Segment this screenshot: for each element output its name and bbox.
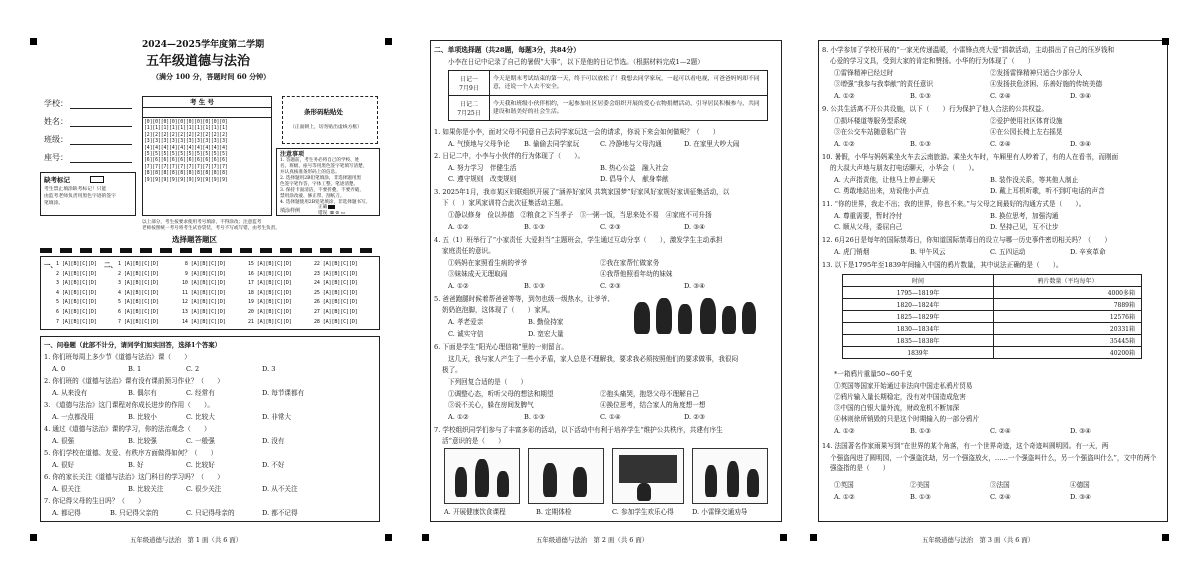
fill-wrong-label: 错误 [318, 211, 328, 216]
activity-picture-d [692, 448, 768, 504]
table-header: 鸦片数量（平均每年） [994, 275, 1142, 287]
option[interactable]: C. ②④ [990, 493, 1011, 501]
absent-mark-box-input[interactable] [90, 176, 104, 183]
grid-divider [142, 117, 272, 118]
question-item: ④我帮他照看年幼的妹妹 [600, 270, 673, 278]
part1-mark: 一、 [44, 261, 57, 269]
table-cell: 20331箱 [994, 323, 1142, 335]
note-line: 1. 答题前，考生务必将自己的学校、姓 [280, 158, 360, 163]
question-item: ③说不关心，躲在房间发脾气 [448, 401, 534, 409]
option[interactable]: A. 从来没有 [52, 389, 88, 397]
note-line: 色签字笔作答，字体工整、笔迹清楚。 [280, 182, 359, 187]
question-text: 心爱的学习文具，受到大家的肯定和赞扬。小华的行为体现了（ ） [830, 57, 1035, 65]
option[interactable]: D. ③④ [1070, 493, 1092, 501]
question-item: ③在公交车站随意粘广告 [834, 128, 907, 136]
question-item: ①妈妈在家照看生病的爷爷 [448, 259, 528, 267]
option[interactable]: D. ②③ [684, 413, 706, 421]
question-items: ①静以修身 俭以养德 ②粮食之下当孝子 ③一粥一饭，当思来处不易 ④家庭不可升扬 [448, 211, 712, 219]
question-text: 5. 你们学校在道德、友爱、有秩序方面做得如何？（ ） [44, 449, 218, 457]
option[interactable]: D. 每节课都有 [262, 389, 305, 397]
option[interactable]: B. ①③ [910, 140, 931, 148]
letter-text: 极了。 [442, 366, 462, 374]
diary-date: 日记二 7月25日 [449, 96, 490, 121]
absent-mark-label: 缺考标记 [44, 176, 70, 184]
option[interactable]: B. ①③ [910, 493, 931, 501]
option[interactable]: D. ③④ [1070, 427, 1092, 435]
absent-note-line: 笔填涂。 [44, 201, 64, 206]
grid-divider [142, 107, 272, 108]
family-illustration [630, 294, 760, 340]
option[interactable]: C. 很少关注 [186, 485, 222, 493]
question-text: 2. 日记二中，小李与小伙伴的行为体现了（ ）。 [434, 152, 585, 160]
table-cell: 4000多箱 [994, 287, 1142, 299]
option[interactable]: C. ②③ [600, 282, 621, 290]
diary-table [448, 70, 768, 121]
option[interactable]: B. ①③ [524, 223, 545, 231]
option[interactable]: A. ①② [834, 493, 855, 501]
option[interactable]: A. ①② [448, 282, 469, 290]
option[interactable]: A. 孝老爱亲 [448, 318, 484, 326]
note-line: 名、班级、座号等用黑色签字笔填写清楚， [280, 164, 368, 169]
question-text: 4. 五（1）班举行了“小家责任 大爱担当”主题班会，学生通过互动分享（ ），激发学生主动承担 [434, 236, 723, 244]
grid-bottom-note: 以上部分，考生按要求使用考号填涂，不得涂改；注意监考 [142, 220, 262, 225]
question-item: ②发扬雷锋精神只适合少部分人 [990, 69, 1083, 77]
question-text: 6. 你的家长关注《道德与法治》这门科目的学习吗？（ ） [44, 473, 224, 481]
question-item: ③增强“我参与我奉献”的责任意识 [834, 80, 934, 88]
corner-mark [385, 38, 392, 45]
question-item: ②我在家帮忙做家务 [600, 259, 660, 267]
option[interactable]: B. ①③ [524, 413, 545, 421]
option[interactable]: B. 偶尔有 [128, 389, 157, 397]
part2-bubbles-col3[interactable]: 15 [A][B][C][D] 16 [A][B][C][D] 17 [A][B][C][D] 18 [A][B][C][D] 19 [A][B][C][D] 20 [A][B][C][D] 21 [A][B][C][D] [248, 261, 292, 325]
question-page-3 [800, 0, 1200, 561]
option[interactable]: A. ①② [834, 140, 855, 148]
table-cell: 1820—1824年 [843, 299, 994, 311]
corner-mark [1162, 38, 1169, 45]
option[interactable]: D. 小雷锋交通劝导 [692, 508, 748, 516]
question-item: ①雷锋精神已经过时 [834, 69, 894, 77]
corner-mark [422, 534, 429, 541]
option[interactable]: B. ①③ [910, 92, 931, 100]
option[interactable]: B. 装作没关系，等其他人制止 [990, 176, 1079, 184]
option[interactable]: C. 经常有 [186, 389, 215, 397]
option[interactable]: A. ①② [448, 223, 469, 231]
option[interactable]: A. 很好 [52, 461, 75, 469]
option[interactable]: A. ①② [834, 427, 855, 435]
option[interactable]: C. 参加学生欢乐心得 [612, 508, 674, 516]
page-footer: 五年级道德与法治 第 3 面（共 6 面） [922, 536, 1035, 544]
note-line: 禁用涂改液、修正带、刮纸刀。 [280, 194, 345, 199]
option[interactable]: D. 都不记得 [262, 509, 298, 517]
question-item: ③妹妹成天无理取闹 [448, 270, 508, 278]
option[interactable]: B. 只记得父亲的 [110, 509, 159, 517]
section-intro: 小李在日记中记录了自己的暑假“大事”，以下是他的日记节选。（根据材料完成1—2题） [448, 58, 704, 66]
question-item: ②鸦片输入量长期稳定，没有对中国造成危害 [834, 393, 966, 401]
answer-sheet-page-1 [0, 0, 410, 561]
table-cell: 40200箱 [994, 347, 1142, 359]
table-cell: 12576箱 [994, 311, 1142, 323]
option[interactable]: C. 比较好 [186, 461, 215, 469]
part1-title: 一、问卷题（此部不计分，请同学们如实回答，选择1个答案） [44, 341, 221, 349]
option[interactable]: D. 宽宏大量 [528, 330, 564, 338]
opium-table [842, 274, 1142, 359]
part1-bubbles[interactable]: 1 [A][B][C][D] 2 [A][B][C][D] 3 [A][B][C][D] 4 [A][B][C][D] 5 [A][B][C][D] 6 [A][B][C][D] 7 [A][B][C][D] [56, 261, 97, 325]
option[interactable]: D. ③④ [684, 223, 706, 231]
option[interactable]: C. 2 [186, 365, 200, 373]
option[interactable]: A. 0 [52, 365, 66, 373]
barcode-area [282, 96, 378, 144]
question-item: ④在公园长椅上左右摇晃 [990, 128, 1063, 136]
question-text: 9. 公共生活离不开公共设施，以下（ ）行为保护了他人合法的公共权益。 [822, 105, 1048, 113]
question-text: 5. 爸爸跑腿时候着帮爸爸等等，到勿也级一级热水，让爷爷、 [434, 295, 614, 303]
activity-picture-b [528, 448, 604, 504]
note-line: 2. 选择题用2B铅笔填涂，非选择题用黑 [280, 176, 362, 181]
school-field[interactable] [70, 108, 132, 109]
option[interactable]: D. 从不关注 [262, 485, 298, 493]
seat-label: 座号： [44, 153, 68, 162]
option[interactable]: C. 只记得母亲的 [186, 509, 235, 517]
option[interactable]: D. 非常大 [262, 413, 292, 421]
diary-text: 今天是期末考试结束的第一天，终于可以放松了！我想去同学家玩，一起可以看电视，可爸爸妈妈却不同意，还说一个人去不安全。 [490, 71, 768, 96]
option[interactable]: B. 偷偷去同学家玩 [524, 140, 580, 148]
exam-title-line1: 2024—2025学年度第二学期 [142, 40, 265, 50]
option[interactable]: C. 诚实守信 [448, 330, 484, 338]
option[interactable]: A. 开展健康饮食课程 [444, 508, 506, 516]
question-text: 6. 下面是学生“阳光心理信箱”里的一则留言。 [434, 343, 568, 351]
option[interactable]: D. 坚持己见，互不让步 [990, 223, 1059, 231]
table-note: *一箱鸦片重量50~60千克 [834, 370, 913, 378]
table-cell: 7889箱 [994, 299, 1142, 311]
fill-wrong-marks: ⊠ ⊘ ▭ [330, 211, 345, 216]
option[interactable]: C. 冷静地与父母沟通 [600, 140, 662, 148]
part2-bubbles-col2[interactable]: 8 [A][B][C][D] 9 [A][B][C][D] 10 [A][B][C][D] 11 [A][B][C][D] 12 [A][B][C][D] 13 [A][B][C][D] 14 [A][B][C][D] [182, 261, 226, 325]
option[interactable]: A. 一点都没用 [52, 413, 94, 421]
option[interactable]: B. 勤俭持家 [528, 318, 564, 326]
question-text: 家庭责任的意识。 [442, 247, 495, 255]
option[interactable]: A. 尊重需要，暂时冷付 [834, 212, 903, 220]
option[interactable]: C. 遵守规则 改变规则 [448, 175, 517, 183]
corner-mark [30, 38, 37, 45]
option[interactable]: B. 比较小 [128, 413, 157, 421]
name-label: 姓名： [44, 117, 68, 126]
exam-number-bubbles[interactable]: [0][0][0][0][0][0][0][0][0][0] [1][1][1][1][1][1][1][1][1][1] [2][2][2][2][2][2][2][2][2][2] [3][3][3][3][3][3][3][3][3][3] [4][4][4][4][4][4][4][4][4][4] [5][5][5][5][5][5][5][5][5][5] [6][6][6][6][6][6][6][6][6][6] [7][7][7][7][7][7][7][7][7][7] [8][8][8][8][8][8][8][8][8][8] [9][9][9][9][9][9][9][9][9][9] [144, 120, 228, 183]
question-text: 下列回复合适的是（ ） [448, 378, 528, 386]
option[interactable]: B. 定期体检 [536, 508, 572, 516]
letter-text: 这几天，我与家人产生了一些小矛盾，家人总是不理解我，要求我必须按照他们的要求做事，我很闷 [448, 355, 739, 363]
question-page-2 [420, 0, 792, 561]
question-text: 7. 你记得父母的生日吗？（ ） [44, 497, 145, 505]
table-cell: 1839年 [843, 347, 994, 359]
option[interactable]: D. ③④ [684, 282, 706, 290]
seat-field[interactable] [70, 162, 132, 163]
question-item: ①英国 [834, 481, 854, 489]
name-field[interactable] [70, 126, 132, 127]
diary-text: 今天我和班级小伙伴相约，一起参加社区居委会组织开展的爱心衣物捐赠活动，引导居民积极参与，共同建设和谐美好的社会生活。 [490, 96, 768, 121]
fill-correct-label: 正确 [318, 205, 328, 210]
option[interactable]: D. 在家里大吵大闹 [684, 140, 740, 148]
question-text: 13. 以下是1795年至1839年间输入中国的鸦片数量，其中说法正确的是（ ）。 [822, 261, 1063, 269]
activity-picture-c [612, 448, 684, 504]
table-header: 时间 [843, 275, 994, 287]
absent-note-line: 考生禁止填涂缺考标记！只能 [44, 187, 107, 192]
question-text: 11. “你的世界，我走不出；我的世界，你也不来。”与父母之间最好的沟通方式是（ ）。 [822, 200, 1086, 208]
barcode-label: 条形码粘贴处 [304, 108, 343, 116]
question-text: 的大叔大声地与朋友打电话聊天，小华会（ ）。 [830, 164, 979, 172]
part2-bubbles-col1[interactable]: 1 [A][B][C][D] 2 [A][B][C][D] 3 [A][B][C][D] 4 [A][B][C][D] 5 [A][B][C][D] 6 [A][B][C][D] 7 [A][B][C][D] [118, 261, 159, 325]
table-cell: 1830—1834年 [843, 323, 994, 335]
grid-bottom-note: 老师按照统一考号将考生试卷袋装，考号不写或写错，由考生负责。 [142, 226, 280, 231]
absent-note-line: 由监考老师负责用黑色字迹的签字 [44, 194, 116, 199]
corner-mark [385, 534, 392, 541]
divider-dashes [40, 248, 380, 253]
class-field[interactable] [70, 144, 132, 145]
option[interactable]: C. ②③ [600, 223, 621, 231]
notes-title: 注意事项 [280, 151, 305, 158]
question-text: 8. 小学参加了学校开展的“一家光传递温暖，小雷锋点亮大爱”捐款活动，主动捐出了自己的压岁钱和 [822, 46, 1115, 54]
class-label: 班级： [44, 135, 68, 144]
option[interactable]: A. 努力学习 伴健生活 [448, 164, 517, 172]
note-line: 并认真核准条形码上的信息。 [280, 170, 340, 175]
question-item: ①英国等国家开始通过非法向中国走私鸦片贸易 [834, 382, 973, 390]
option[interactable]: D. 不好 [262, 461, 285, 469]
exam-title-subject: 五年级道德与法治 [146, 54, 251, 69]
table-cell: 1795—1819年 [843, 287, 994, 299]
option[interactable]: D. 没有 [262, 437, 285, 445]
question-item: ④换位思考，结合家人的角度想一想 [600, 401, 706, 409]
option[interactable]: A. 很关注 [52, 485, 81, 493]
option[interactable]: C. 五四运动 [990, 248, 1026, 256]
part2-bubbles-col4[interactable]: 22 [A][B][C][D] 23 [A][B][C][D] 24 [A][B][C][D] 25 [A][B][C][D] 26 [A][B][C][D] 27 [A][B][C][D] 28 [A][B][C][D] [314, 261, 358, 325]
option[interactable]: D. ③④ [1070, 140, 1092, 148]
corner-mark [1162, 534, 1169, 541]
activity-picture-a [444, 448, 520, 504]
option[interactable]: D. ③④ [1070, 92, 1092, 100]
option[interactable]: C. 顺从父母，委屈自己 [834, 223, 903, 231]
choice-area-title: 选择题答题区 [172, 235, 217, 244]
table-cell: 35445箱 [994, 335, 1142, 347]
option[interactable]: A. 很强 [52, 437, 75, 445]
question-text: 10. 暑假，小华与妈妈乘坐火车去云南旅游。乘坐火车时，车厢里有人吵着了，有的人在看书，而刚面 [822, 153, 1119, 161]
section-title: 二、单项选择题（共28题，每题3分，共84分） [434, 46, 580, 54]
table-cell: 1825—1829年 [843, 311, 994, 323]
question-item: ②抱头痛哭，抱怨父母不理解自己 [600, 390, 699, 398]
option[interactable]: C. 比较大 [186, 413, 215, 421]
question-item: ③中国的白银大量外流，财政危机不断加深 [834, 404, 960, 412]
option[interactable]: C. 一般强 [186, 437, 215, 445]
option[interactable]: D. 戴上耳机听歌，听不到叮电话的声音 [990, 187, 1105, 195]
question-text: 4. 通过《道德与法治》课的学习，你的法治观念（ ） [44, 425, 211, 433]
question-text: 14. 法国著名作家雨果写到“在世界的某个角落，有一个世界奇迹，这个奇迹叫圆明园。有一天，两 [822, 442, 1109, 450]
table-cell: 1835—1838年 [843, 335, 994, 347]
option[interactable]: B. 比较关注 [128, 485, 164, 493]
question-text: 个强盗闯进了圆明园，一个强盗洗劫，另一个强盗放火，……一个强盗叫什么，另一个强盗叫什么”，文中的两个强盗指的是（ ） [830, 454, 1157, 472]
option[interactable]: A. 虎门销烟 [834, 248, 870, 256]
option[interactable]: A. 都记得 [52, 509, 81, 517]
option[interactable]: C. ①④ [600, 413, 621, 421]
option[interactable]: B. 甲午风云 [910, 248, 946, 256]
fill-correct-mark [328, 205, 335, 209]
option[interactable]: A. 大声指责他，让他马上停止聊天 [834, 176, 936, 184]
diary-date: 日记一 7月9日 [449, 71, 490, 96]
option[interactable]: D. 倡导个人 献身奉献 [600, 175, 669, 183]
question-item: ②爱护使用社区体育设施 [990, 117, 1063, 125]
option[interactable]: A. ①② [834, 92, 855, 100]
fill-example-label: 填涂样例 [280, 208, 301, 214]
question-item: ②美国 [910, 481, 930, 489]
option[interactable]: B. 换位思考，加强沟通 [990, 212, 1059, 220]
exam-subtitle: （满分 100 分，答题时间 60 分钟） [152, 72, 271, 81]
question-item: ④德国 [1070, 481, 1090, 489]
question-item: ④林则徐所销毁的只是这个时期输入的一部分鸦片 [834, 415, 980, 423]
option[interactable]: C. ②④ [990, 92, 1011, 100]
option[interactable]: A. ①② [448, 413, 469, 421]
option[interactable]: D. 辛亥革命 [1070, 248, 1106, 256]
question-text: 活”意识的是（ ） [442, 437, 505, 445]
corner-mark [780, 534, 787, 541]
question-text: 1. 如果你是小李，面对父母不同意自己去同学家玩这一会的请求，你说下来会如何做呢？（ ） [434, 128, 720, 136]
question-text: 3. 2025年1月，我市某区妇联组织开展了“涵养好家风 共筑家国梦”好家风好家规好家训征集活动，以 [434, 188, 730, 196]
part2-mark: 二、 [104, 261, 117, 269]
question-text: 3. 《道德与法治》这门课程对你成长进步的作用（ ）。 [44, 401, 214, 409]
question-text: 1. 你们班每周上多少节《道德与法治》课（ ） [44, 353, 191, 361]
question-item: ①损坏楼道等服务型系统 [834, 117, 907, 125]
barcode-note: （正面朝上，切勿贴出虚线方框） [290, 125, 362, 130]
option[interactable]: D. 3 [262, 365, 276, 373]
option[interactable]: A. 气愤地与父母争论 [448, 140, 510, 148]
option[interactable]: B. 1 [128, 365, 142, 373]
option[interactable]: B. 热心公益 融入社会 [600, 164, 669, 172]
note-line: 4. 选择题使用2B铅笔填涂，非选择题书写。 [280, 200, 371, 205]
question-text: 12. 6月26日是每年的国际禁毒日，你知道国际禁毒日的设立与哪一历史事件密切相关吗？（ ） [822, 236, 1111, 244]
corner-mark [30, 534, 37, 541]
option[interactable]: B. ①③ [910, 427, 931, 435]
corner-mark [810, 534, 817, 541]
option[interactable]: C. ②④ [990, 427, 1011, 435]
question-text: 2. 你们班的《道德与法治》课有没有课前预习作业？（ ） [44, 377, 224, 385]
note-line: 3. 保持卡面清洁，不要折叠，不要弄破， [280, 188, 364, 193]
school-label: 学校： [44, 99, 68, 108]
page-footer: 五年级道德与法治 第 2 面（共 6 面） [536, 536, 649, 544]
option[interactable]: B. 好 [128, 461, 144, 469]
question-text: 下（ ）家风家训符合此次征集活动主题。 [442, 199, 568, 207]
question-item: ③法国 [990, 481, 1010, 489]
option[interactable]: C. ②④ [990, 140, 1011, 148]
exam-number-label: 考 生 号 [190, 98, 215, 106]
question-item: ①调整心态，听听父母的想法和期望 [448, 390, 554, 398]
question-item: ④发扬扶危济困、乐善好施的传统美德 [990, 80, 1103, 88]
page-footer: 五年级道德与法治 第 1 面（共 6 面） [130, 536, 243, 544]
option[interactable]: C. 勇敢地站出来，劝说他小声点 [834, 187, 929, 195]
option[interactable]: B. ①③ [524, 282, 545, 290]
question-text: 7. 学校组织同学们参与了丰富多彩的活动，以下活动中有利于培养学生“维护公共秩序，共建有序生 [434, 426, 723, 434]
option[interactable]: B. 比较强 [128, 437, 157, 445]
question-text: 奶奶泡泡脚，这体现了（ ）家风。 [442, 306, 555, 314]
